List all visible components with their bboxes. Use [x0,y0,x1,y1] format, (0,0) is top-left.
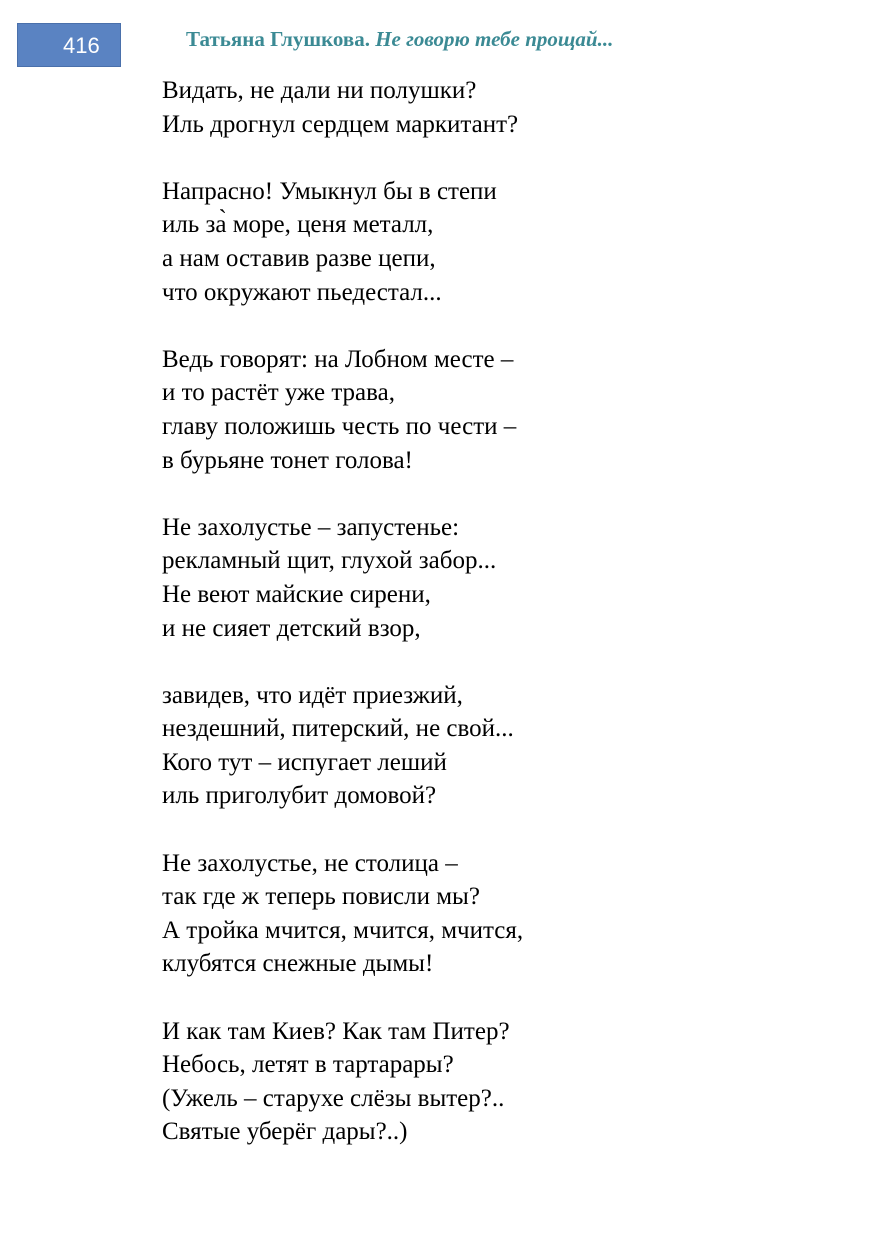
page-number: 416 [63,33,100,58]
poem-line: Кого тут – испугает леший [162,748,447,776]
stanza [162,343,842,477]
running-header [186,26,613,52]
poem-line: Ведь говорят: на Лобном месте – [162,345,514,373]
poem-line: главу положишь честь по чести – [162,412,517,440]
stanza [162,847,842,981]
poem-line: в бурьяне тонет голова! [162,446,413,474]
poem-line: А тройка мчится, мчится, мчится, [162,916,524,944]
poem-line: Иль дрогнул сердцем маркитант? [162,110,519,138]
poem-line: и не сияет детский взор, [162,614,421,642]
stanza [162,511,842,645]
poem-line: и то растёт уже трава, [162,379,395,407]
header-title: Не говорю тебе прощай... [375,27,614,51]
header-author: Татьяна Глушкова. [186,27,370,51]
poem-line: рекламный щит, глухой забор... [162,547,497,575]
poem-line: Видать, не дали ни полушки? [162,77,477,104]
stanza [162,1015,842,1149]
stanza [162,175,842,309]
poem-line: нездешний, питерский, не свой... [162,715,514,743]
stanza [162,74,842,141]
poem-line: что окружают пьедестал... [162,278,442,306]
poem-line: а нам оставив разве цепи, [162,244,436,272]
poem-line: И как там Киев? Как там Питер? [162,1017,510,1045]
poem-line: Не веют майские сирени, [162,580,431,608]
poem-line: Не захолустье – запустенье: [162,513,460,541]
poem-line: Не захолустье, не столица – [162,849,458,877]
poem [162,74,842,1149]
poem-line: иль приголубит домовой? [162,782,437,810]
poem-line: Напрасно! Умыкнул бы в степи [162,177,497,205]
poem-line: так где ж теперь повисли мы? [162,883,480,911]
poem-line: клубятся снежные дымы! [162,950,434,978]
stanza [162,679,842,813]
poem-line: (Ужель – старухе слёзы вытер?.. [162,1084,505,1112]
poem-line: Небось, летят в тартарары? [162,1051,454,1079]
poem-line: иль за̀ море, ценя металл, [162,211,434,239]
poem-line: Святые уберёг дары?..) [162,1118,408,1146]
poem-line: завидев, что идёт приезжий, [162,681,463,709]
